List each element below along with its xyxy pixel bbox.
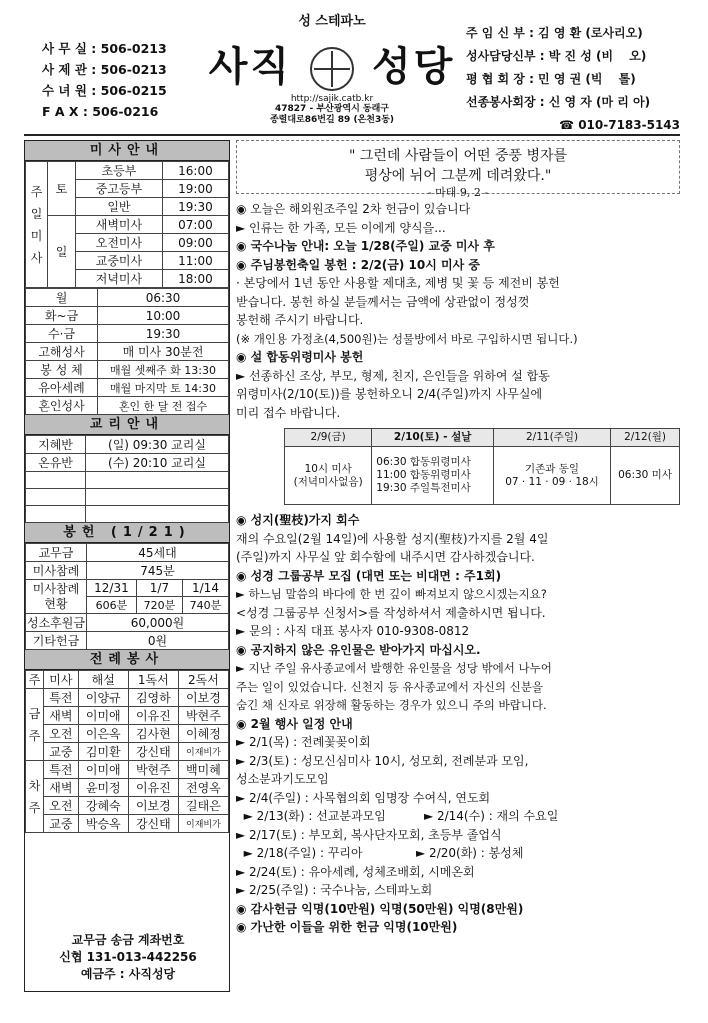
- church-name-right: 성당: [372, 44, 456, 90]
- left-sidebar: [24, 140, 230, 992]
- table-cell: 매월 마지막 토 14:30: [98, 379, 229, 397]
- address-line-1: 47827 - 부산광역시 동래구: [275, 104, 389, 114]
- table-cell: 오전: [44, 797, 79, 815]
- notice-line: 위령미사(2/10(토))를 봉헌하오니 2/4(주일)까지 사무실에: [236, 387, 543, 401]
- service-section-title: 전례봉사: [25, 650, 229, 670]
- staff-pastor: 주 임 신 부 : 김 영 환 (로사리오): [466, 26, 643, 40]
- table-cell: 45세대: [86, 544, 228, 562]
- mass-table: [25, 161, 229, 288]
- notice-line: ► 2/25(주일) : 국수나눔, 스테파노회: [236, 883, 433, 897]
- contact-office: 사 무 실 : 506-0213: [42, 41, 167, 56]
- contact-convent: 수 녀 원 : 506-0215: [42, 83, 167, 98]
- table-cell: 19:30: [98, 325, 229, 343]
- table-cell: 매월 셋째주 화 13:30: [98, 361, 229, 379]
- bank-info: [25, 932, 231, 983]
- notice-line: ◉ 오늘은 해외원조주일 2차 헌금이 있습니다: [236, 202, 471, 216]
- table-cell: 06:30 미사: [611, 447, 680, 505]
- table-cell: 유아세례: [26, 379, 98, 397]
- table-cell: 이보경: [128, 797, 178, 815]
- contact-fax: F A X : 506-0216: [42, 104, 159, 119]
- table-cell: 화~금: [26, 307, 98, 325]
- table-cell: 60,000원: [86, 614, 228, 632]
- table-cell: 강혜숙: [78, 797, 128, 815]
- notice-line: 재의 수요일(2월 14일)에 사용할 성지(聖枝)가지를 2월 4일: [236, 531, 549, 546]
- bank-account: 신협 131-013-442256: [59, 950, 197, 964]
- table-cell: 1독서: [128, 671, 178, 689]
- quote-line-1: " 그런데 사람들이 어떤 중풍 병자를: [348, 148, 568, 164]
- notice-line: ► 선종하신 조상, 부모, 형제, 친지, 은인들을 위하여 설 합동: [236, 368, 550, 383]
- table-cell: 윤미정: [78, 779, 128, 797]
- table-cell: 오전미사: [76, 234, 163, 252]
- table-cell: 720분: [136, 597, 182, 614]
- table-cell: 박승옥: [78, 815, 128, 833]
- table-cell: 중고등부: [76, 180, 163, 198]
- table-cell: 저녁미사: [76, 270, 163, 288]
- table-cell: 09:00: [162, 234, 228, 252]
- table-cell: 19:00: [162, 180, 228, 198]
- table-cell: 745분: [86, 562, 228, 580]
- table-cell: (수) 20:10 교리실: [86, 454, 229, 472]
- website-url[interactable]: http://sajik.catb.kr: [290, 94, 374, 104]
- table-cell: 606분: [86, 597, 136, 614]
- notice-line: 숨긴 채 신자로 위장해 활동하는 경우가 있으니 주의 바랍니다.: [236, 698, 547, 712]
- table-cell: 매 미사 30분전: [98, 343, 229, 361]
- notice-line: ► 지난 주일 유사종교에서 발행한 유인물을 성당 밖에서 나누어: [236, 661, 552, 675]
- notice-line: ◉ 주님봉헌축일 봉헌 : 2/2(금) 10시 미사 중: [236, 257, 480, 272]
- staff-list: [466, 22, 680, 137]
- table-cell: 미사: [44, 671, 79, 689]
- header: [24, 6, 680, 136]
- table-cell: 새벽: [44, 779, 79, 797]
- notice-line: ► 2/3(토) : 성모신심미사 10시, 성모회, 전례분과 모임,: [236, 753, 529, 768]
- table-cell: (일) 09:30 교리실: [86, 436, 229, 454]
- table-cell: 기타헌금: [26, 632, 87, 650]
- this-week-label: 금주: [26, 689, 44, 761]
- notices-part-2: [236, 511, 680, 937]
- attendance-label: 미사참례 현황: [26, 580, 87, 614]
- table-cell: [285, 447, 372, 505]
- offering-table: [25, 543, 229, 650]
- table-cell: 2/12(월): [611, 429, 680, 447]
- table-cell: 이유진: [128, 779, 178, 797]
- table-cell: 특전: [44, 689, 79, 707]
- phone-number: ☎ 010-7183-5143: [559, 118, 680, 132]
- notice-line: ◉ 가난한 이들을 위한 헌금 익명(10만원): [236, 920, 458, 934]
- sched-line: 기존과 동일: [525, 462, 580, 475]
- table-cell: 새벽미사: [76, 216, 163, 234]
- table-cell: 이유진: [128, 707, 178, 725]
- church-title-block: [192, 10, 472, 134]
- notice-line: ◉ 국수나눔 안내: 오늘 1/28(주일) 교중 미사 후: [236, 239, 495, 253]
- table-cell: 새벽: [44, 707, 79, 725]
- table-cell: 2독서: [178, 671, 228, 689]
- table-cell: 11:00: [162, 252, 228, 270]
- table-cell: 해설: [78, 671, 128, 689]
- weekday-mass-table: [25, 288, 229, 415]
- table-cell: 주: [26, 671, 44, 689]
- catechism-section-title: 교리안내: [25, 415, 229, 435]
- table-cell: 김사현: [128, 725, 178, 743]
- notice-line: · 본당에서 1년 동안 사용할 제대초, 제병 및 꽃 등 제전비 봉헌: [236, 276, 560, 290]
- table-cell: 19:30: [162, 198, 228, 216]
- table-cell: 백미혜: [178, 761, 228, 779]
- sched-line: 06:30 합동위령미사: [376, 456, 471, 468]
- notice-line: ◉ 2월 행사 일정 안내: [236, 716, 353, 731]
- contact-list: [42, 38, 167, 122]
- notice-line: ◉ 공지하지 않은 유인물은 받아가지 마십시오.: [236, 642, 481, 657]
- table-cell: 이재비가: [178, 743, 228, 761]
- quote-line-2: 평상에 뉘어 그분께 데려왔다.": [364, 168, 552, 184]
- table-cell: 1/7: [136, 580, 182, 597]
- notice-line: ◉ 성지(聖枝)가지 회수: [236, 513, 360, 527]
- table-cell: 오전: [44, 725, 79, 743]
- notice-line: ► 2/13(화) : 선교분과모임 ► 2/14(수) : 재의 수요일: [236, 809, 559, 823]
- table-cell: [494, 447, 611, 505]
- table-cell: 이혜정: [178, 725, 228, 743]
- bulletin-page: [24, 6, 680, 996]
- table-cell: [86, 506, 229, 523]
- table-cell: 혼인 한 달 전 접수: [98, 397, 229, 415]
- table-cell: 1/14: [182, 580, 228, 597]
- table-cell: 일반: [76, 198, 163, 216]
- church-name: [192, 35, 472, 92]
- table-cell: 12/31: [86, 580, 136, 597]
- table-cell: 07:00: [162, 216, 228, 234]
- notice-line: (주일)까지 사무실 앞 회수함에 내주시면 감사하겠습니다.: [236, 550, 535, 564]
- table-cell: 초등부: [76, 162, 163, 180]
- notice-line: 봉헌해 주시기 바랍니다.: [236, 313, 364, 327]
- notices-part-1: [236, 200, 680, 422]
- table-cell: 수·금: [26, 325, 98, 343]
- table-cell: 월: [26, 289, 98, 307]
- table-cell: 2/9(금): [285, 429, 372, 447]
- notice-line: ► 2/18(주일) : 꾸리아 ► 2/20(화) : 봉성체: [236, 846, 524, 860]
- table-cell: 2/10(토) - 설날: [372, 429, 494, 447]
- sched-line: 10시 미사: [304, 462, 352, 475]
- scripture-quote: [236, 140, 680, 199]
- sched-line: 07 · 11 · 09 · 18시: [505, 475, 599, 488]
- sunday-label: 일: [48, 216, 76, 288]
- church-name-left: 사직: [208, 44, 292, 90]
- offering-section-title: 봉헌 (1/21): [25, 523, 229, 543]
- table-cell: [86, 489, 229, 506]
- sched-line: 11:00 합동위령미사: [376, 469, 471, 481]
- notice-line: ► 2/17(토) : 부모회, 복사단자모회, 초등부 졸업식: [236, 827, 502, 842]
- table-cell: [26, 506, 86, 523]
- table-cell: 김미환: [78, 743, 128, 761]
- table-cell: 박현주: [178, 707, 228, 725]
- table-cell: 06:30: [98, 289, 229, 307]
- mass-section-title: 미사안내: [25, 141, 229, 161]
- service-table: [25, 670, 229, 833]
- table-cell: 강신태: [128, 743, 178, 761]
- bank-title: 교무금 송금 계좌번호: [71, 933, 185, 947]
- table-cell: 교무금: [26, 544, 87, 562]
- table-cell: 18:00: [162, 270, 228, 288]
- table-cell: 740분: [182, 597, 228, 614]
- table-cell: 김영하: [128, 689, 178, 707]
- table-cell: 이은옥: [78, 725, 128, 743]
- table-cell: 지혜반: [26, 436, 86, 454]
- table-cell: 특전: [44, 761, 79, 779]
- table-cell: 이보경: [178, 689, 228, 707]
- table-cell: 2/11(주일): [494, 429, 611, 447]
- notice-line: ◉ 설 합동위령미사 봉헌: [236, 350, 364, 364]
- table-cell: 봉 성 체: [26, 361, 98, 379]
- next-week-label: 차주: [26, 761, 44, 833]
- notice-line: ◉ 감사헌금 익명(10만원) 익명(50만원) 익명(8만원): [236, 901, 524, 916]
- table-cell: 10:00: [98, 307, 229, 325]
- table-cell: [26, 472, 86, 489]
- table-cell: 온유반: [26, 454, 86, 472]
- memorial-mass-schedule: [284, 428, 680, 505]
- table-cell: 이재비가: [178, 815, 228, 833]
- notice-line: ► 하느님 말씀의 바다에 한 번 깊이 빠져보지 않으시겠는지요?: [236, 587, 547, 601]
- table-cell: 강신태: [128, 815, 178, 833]
- table-cell: 미사참례: [26, 562, 87, 580]
- table-cell: 성소후원금: [26, 614, 87, 632]
- saturday-label: 토: [48, 162, 76, 216]
- table-cell: 교중: [44, 815, 79, 833]
- table-cell: 16:00: [162, 162, 228, 180]
- staff-council: 평 협 회 장 : 민 영 권 (빅 톨): [466, 72, 636, 86]
- table-cell: [26, 489, 86, 506]
- notice-line: 주는 일이 있었습니다. 신천지 등 유사종교에서 자신의 신분을: [236, 679, 543, 694]
- table-cell: 이미애: [78, 761, 128, 779]
- saint-name: 성 스테파노: [298, 14, 366, 29]
- cross-logo-icon: [310, 47, 354, 91]
- address-line-2: 종렬대로86번길 89 (온천3동): [269, 115, 395, 125]
- notice-line: ► 문의 : 사직 대표 봉사자 010-9308-0812: [236, 624, 470, 638]
- contact-rectory: 사 제 관 : 506-0213: [42, 62, 167, 77]
- staff-funeral: 선종봉사회장 : 신 영 자 (마 리 아): [466, 95, 651, 109]
- notice-line: ► 인류는 한 가족, 모든 이에게 양식을...: [236, 220, 446, 235]
- notice-line: 미리 접수 바랍니다.: [236, 405, 341, 420]
- table-cell: 0원: [86, 632, 228, 650]
- sched-line: (저녁미사없음): [293, 475, 363, 488]
- catechism-table: [25, 435, 229, 523]
- notice-line: <성경 그룹공부 신청서>를 작성하셔서 제출하시면 됩니다.: [236, 605, 546, 620]
- table-cell: 혼인성사: [26, 397, 98, 415]
- sunday-mass-label: 주일미사: [26, 162, 48, 288]
- bank-holder: 예금주 : 사직성당: [80, 967, 176, 981]
- table-cell: [372, 447, 494, 505]
- table-cell: 전영옥: [178, 779, 228, 797]
- table-cell: 박현주: [128, 761, 178, 779]
- notice-line: (※ 개인용 가정초(4,500원)는 성물방에서 바로 구입하시면 됩니다.): [236, 331, 578, 346]
- table-cell: 길태은: [178, 797, 228, 815]
- notice-line: 성소분과기도모임: [236, 772, 329, 786]
- sched-line: 19:30 주일특전미사: [376, 482, 471, 494]
- main-content: [236, 140, 680, 992]
- notice-line: ► 2/1(목) : 전례꽃꽂이회: [236, 735, 371, 749]
- quote-reference: - 마태 9, 2 -: [427, 186, 489, 199]
- notice-line: ◉ 성경 그룹공부 모집 (대면 또는 비대면 : 주1회): [236, 568, 502, 583]
- table-cell: 교중미사: [76, 252, 163, 270]
- table-cell: [86, 472, 229, 489]
- table-cell: 고해성사: [26, 343, 98, 361]
- table-cell: 이양규: [78, 689, 128, 707]
- staff-priest: 성사담당신부 : 박 진 성 (비 오): [466, 49, 647, 63]
- notice-line: ► 2/24(토) : 유아세례, 성체조배회, 시메온회: [236, 864, 475, 879]
- notice-line: ► 2/4(주일) : 사목협의회 임명장 수여식, 연도회: [236, 790, 491, 805]
- table-cell: 교중: [44, 743, 79, 761]
- notice-line: 받습니다. 봉헌 하실 분들께서는 금액에 상관없이 정성껏: [236, 294, 530, 309]
- table-cell: 이미애: [78, 707, 128, 725]
